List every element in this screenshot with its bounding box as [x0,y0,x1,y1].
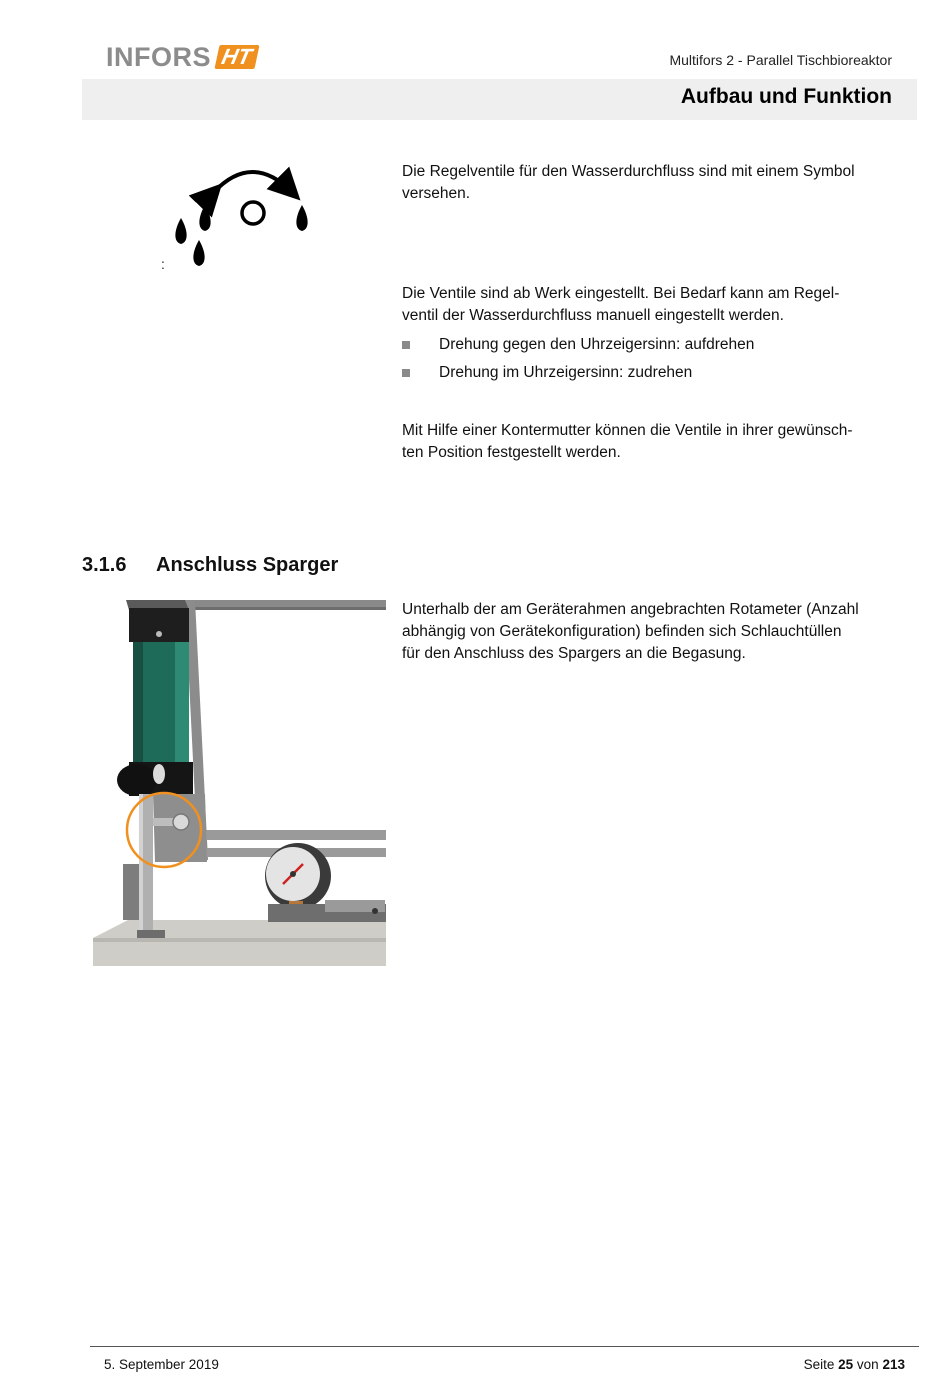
page-total: 213 [882,1357,905,1372]
section-title: Aufbau und Funktion [680,85,892,108]
document-title: Multifors 2 - Parallel Tischbioreaktor [669,52,892,68]
sparger-paragraph [402,599,859,665]
valve-symbol-paragraph [402,161,855,205]
text-line: abhängig von Gerätekonfiguration) befinden sich Schlauchtüllen [402,623,842,640]
bullet-square-icon [402,341,410,349]
page-prefix: Seite [803,1357,835,1372]
bullet-square-icon [402,369,410,377]
symbol-caption: : [161,256,165,272]
text-line: Die Ventile sind ab Werk eingestellt. Bei Bedarf kann am Regel- [402,285,840,302]
infors-ht-logo [106,42,257,72]
logo-wordmark: INFORS [106,41,212,72]
text-line: ventil der Wasserdurchfluss manuell eingestellt werden. [402,307,784,324]
text-line: Unterhalb der am Geräterahmen angebrachten Rotameter (Anzahl [402,601,859,618]
list-item [402,334,754,356]
locknut-paragraph [402,420,853,464]
text-line: ten Position festgestellt werden. [402,444,621,461]
text-line: Mit Hilfe einer Kontermutter können die Ventile in ihrer gewünsch- [402,422,853,439]
page-indicator [804,1357,905,1372]
text-line: Die Regelventile für den Wasserdurchfluss sind mit einem Symbol [402,163,855,180]
valve-flow-symbol-icon [160,150,320,270]
footer-divider [90,1346,919,1347]
list-item-text: Drehung gegen den Uhrzeigersinn: aufdrehen [439,336,755,353]
valve-adjust-paragraph [402,283,839,327]
sparger-connection-illustration [93,598,386,968]
logo-ht-badge: HT [214,45,259,69]
footer-date: 5. September 2019 [104,1357,219,1372]
text-line: versehen. [402,185,471,202]
subsection-number: 3.1.6 [82,554,127,576]
subsection-heading [82,554,338,577]
page-number: 25 [838,1357,854,1372]
text-line: für den Anschluss des Spargers an die Begasung. [402,645,746,662]
page-separator: von [856,1357,879,1372]
subsection-title: Anschluss Sparger [156,554,339,576]
list-item [402,362,692,384]
list-item-text: Drehung im Uhrzeigersinn: zudrehen [439,364,693,381]
